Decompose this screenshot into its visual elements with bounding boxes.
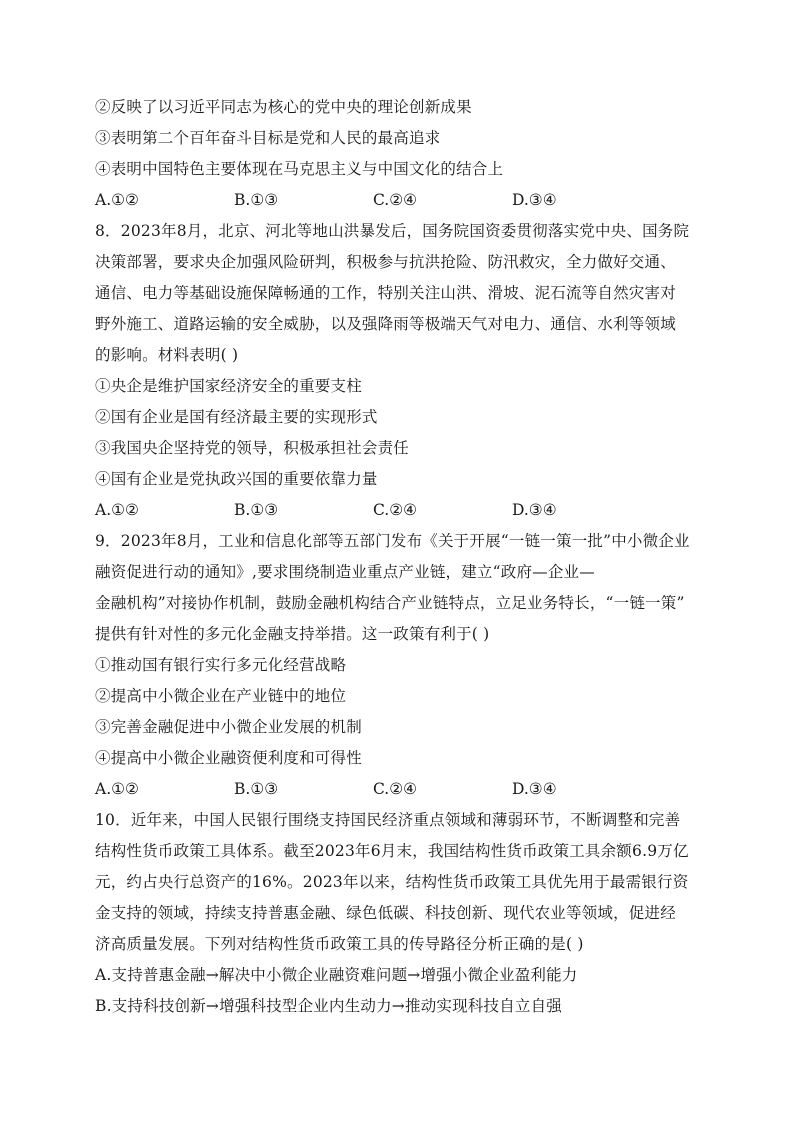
q9-option-d: D.③④ xyxy=(512,780,557,798)
q8-item-4: ④国有企业是党执政兴国的重要依靠力量 xyxy=(95,470,378,488)
q7-item-2: ②反映了以习近平同志为核心的党中央的理论创新成果 xyxy=(95,98,472,116)
exam-page xyxy=(95,92,705,1022)
q9-stem-line: 金融机构”对接协作机制，鼓励金融机构结合产业链特点，立足业务特长，“一链一策” xyxy=(95,594,685,612)
q8-option-c: C.②④ xyxy=(373,501,418,519)
q7-option-c: C.②④ xyxy=(373,191,418,209)
q10-stem-line: 元，约占央行总资产的16%。2023年以来，结构性货币政策工具优先用于最需银行资 xyxy=(95,873,689,891)
q8-stem-line: 通信、电力等基础设施保障畅通的工作，特别关注山洪、滑坡、泥石流等自然灾害对 xyxy=(95,284,676,302)
q9-stem-line: 融资促进行动的通知》,要求围绕制造业重点产业链，建立“政府—企业— xyxy=(95,563,595,581)
q7-option-b: B.①③ xyxy=(234,191,279,209)
q9-options xyxy=(95,774,705,805)
question-8 xyxy=(95,216,705,526)
q8-item-3: ③我国央企坚持党的领导，积极承担社会责任 xyxy=(95,439,410,457)
q8-options xyxy=(95,495,705,526)
q7-item-3: ③表明第二个百年奋斗目标是党和人民的最高追求 xyxy=(95,129,441,147)
q10-stem-line: 金支持的领域，持续支持普惠金融、绿色低碳、科技创新、现代农业等领域，促进经 xyxy=(95,904,676,922)
q9-item-4: ④提高中小微企业融资便利度和可得性 xyxy=(95,749,362,767)
q8-stem-line: 野外施工、道路运输的安全威胁，以及强降雨等极端天气对电力、通信、水利等领域 xyxy=(95,315,676,333)
q9-option-a: A.①② xyxy=(95,780,139,798)
q7-option-d: D.③④ xyxy=(512,191,557,209)
q9-item-1: ①推动国有银行实行多元化经营战略 xyxy=(95,656,347,674)
q10-choice-b: B.支持科技创新→增强科技型企业内生动力→推动实现科技自立自强 xyxy=(95,997,562,1015)
q10-stem-line: 济高质量发展。下列对结构性货币政策工具的传导路径分析正确的是( ) xyxy=(95,935,584,953)
question-9 xyxy=(95,526,705,805)
q8-stem-line: 的影响。材料表明( ) xyxy=(95,346,239,364)
q9-stem-line: 提供有针对性的多元化金融支持举措。这一政策有利于( ) xyxy=(95,625,490,643)
question-7 xyxy=(95,92,705,216)
q9-item-2: ②提高中小微企业在产业链中的地位 xyxy=(95,687,347,705)
q8-item-1: ①央企是维护国家经济安全的重要支柱 xyxy=(95,377,362,395)
q7-options xyxy=(95,185,705,216)
q8-option-a: A.①② xyxy=(95,501,139,519)
question-10 xyxy=(95,805,705,1022)
q10-stem-line: 10．近年来，中国人民银行围绕支持国民经济重点领域和薄弱环节，不断调整和完善 xyxy=(95,811,681,829)
q8-option-d: D.③④ xyxy=(512,501,557,519)
q9-option-c: C.②④ xyxy=(373,780,418,798)
q8-stem-line: 决策部署，要求央企加强风险研判，积极参与抗洪抢险、防汛救灾，全力做好交通、 xyxy=(95,253,676,271)
q10-choice-a: A.支持普惠金融→解决中小微企业融资难问题→增强小微企业盈利能力 xyxy=(95,966,578,984)
q9-item-3: ③完善金融促进中小微企业发展的机制 xyxy=(95,718,362,736)
q8-option-b: B.①③ xyxy=(234,501,279,519)
q7-option-a: A.①② xyxy=(95,191,139,209)
q9-stem-line: 9．2023年8月，工业和信息化部等五部门发布《关于开展“一链一策一批”中小微企业 xyxy=(95,532,690,550)
q10-stem-line: 结构性货币政策工具体系。截至2023年6月末，我国结构性货币政策工具余额6.9万亿 xyxy=(95,842,689,860)
q7-item-4: ④表明中国特色主要体现在马克思主义与中国文化的结合上 xyxy=(95,160,504,178)
q8-stem-line: 8．2023年8月，北京、河北等地山洪暴发后，国务院国资委贯彻落实党中央、国务院 xyxy=(95,222,690,240)
q8-item-2: ②国有企业是国有经济最主要的实现形式 xyxy=(95,408,378,426)
q9-option-b: B.①③ xyxy=(234,780,279,798)
